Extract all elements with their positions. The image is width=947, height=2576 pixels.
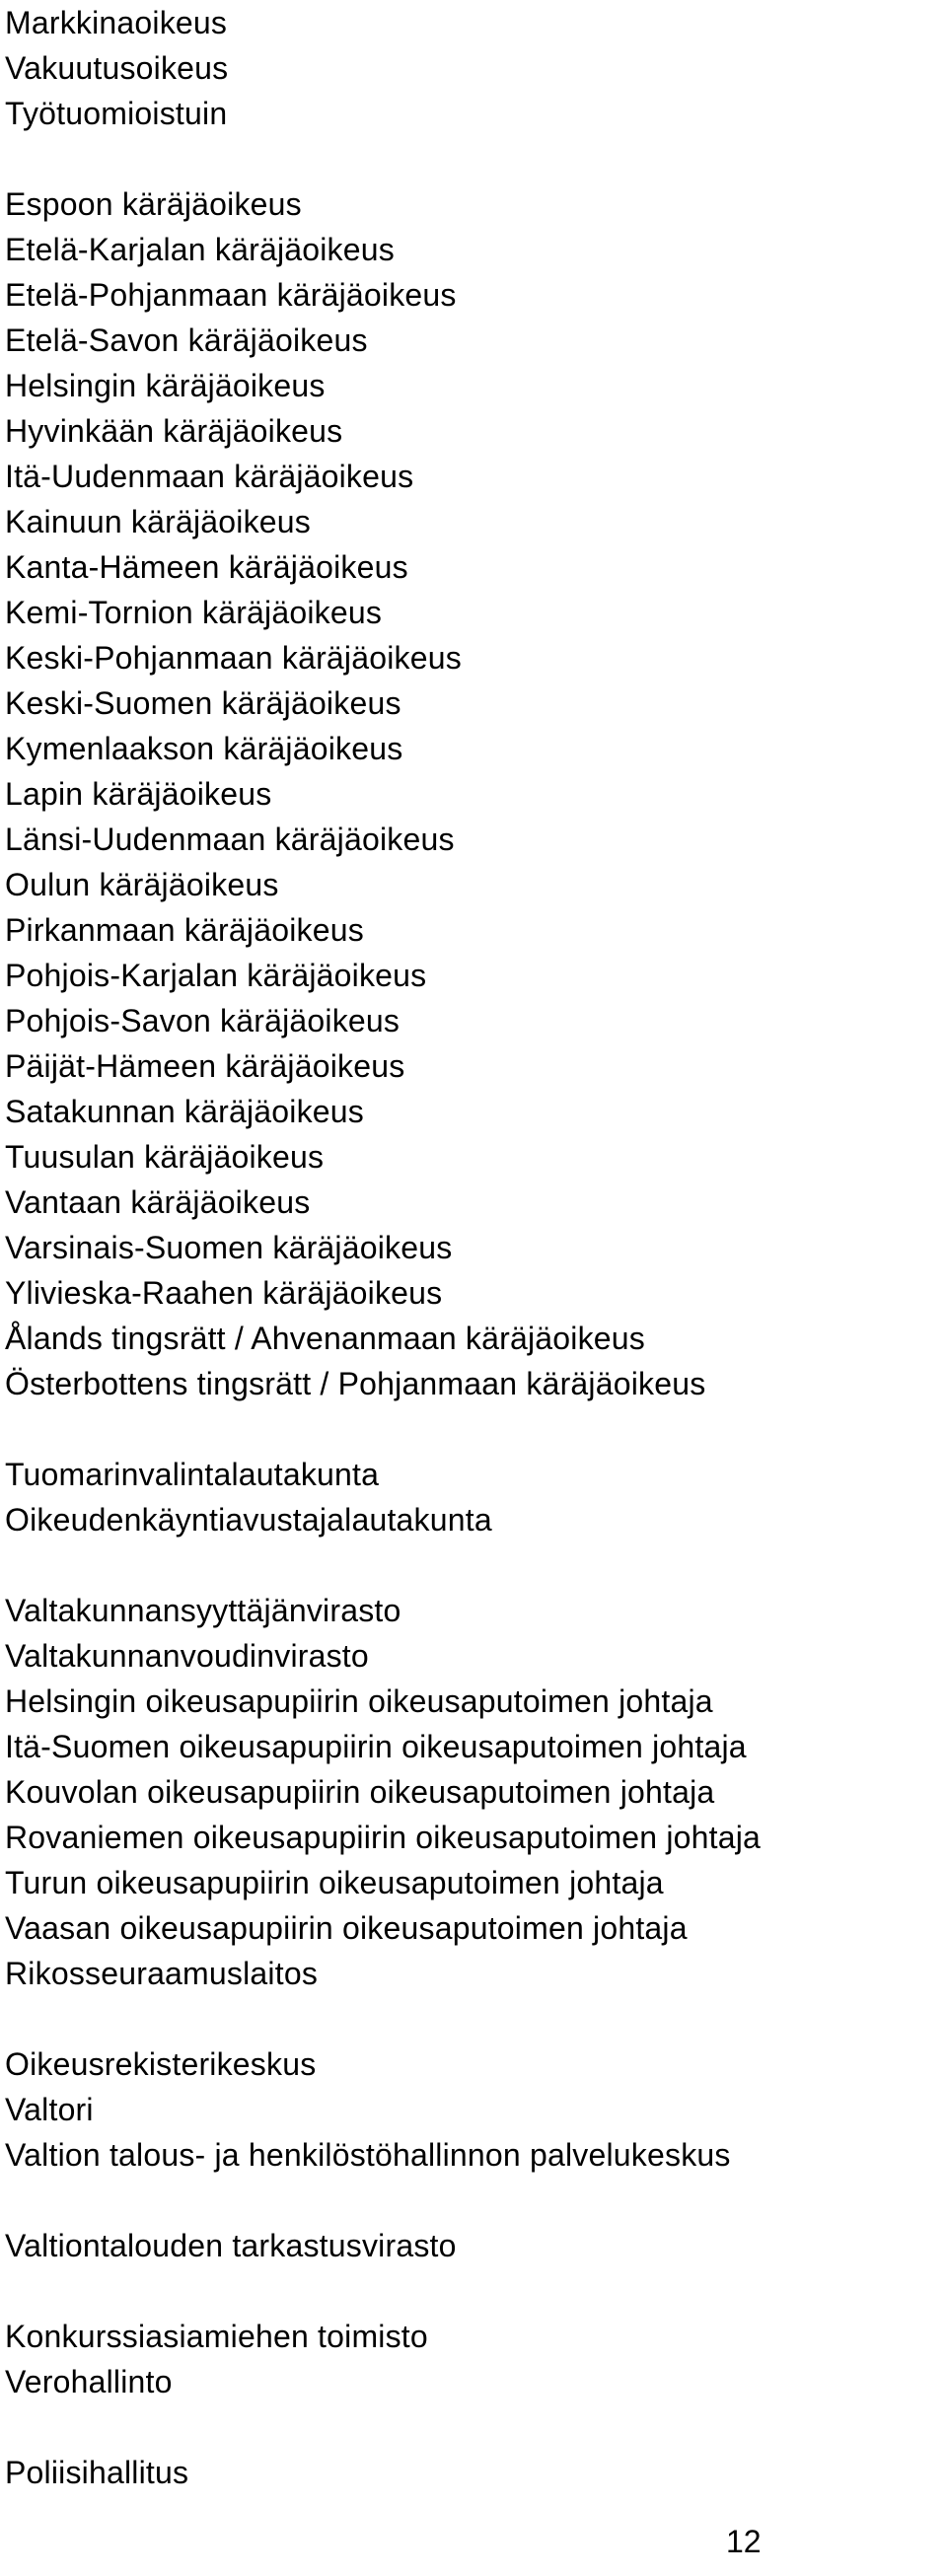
organization-line: Kymenlaakson käräjäoikeus <box>5 731 403 766</box>
organization-line: Hyvinkään käräjäoikeus <box>5 413 343 449</box>
organization-line: Tuusulan käräjäoikeus <box>5 1139 325 1175</box>
organization-line: Itä-Uudenmaan käräjäoikeus <box>5 459 414 494</box>
blank-line <box>5 1542 932 1588</box>
organization-line: Österbottens tingsrätt / Pohjanmaan käräjäoikeus <box>5 1366 706 1401</box>
organization-line: Konkurssiasiamiehen toimisto <box>5 2319 428 2354</box>
organization-line: Valtori <box>5 2092 94 2127</box>
organization-line: Poliisihallitus <box>5 2455 189 2490</box>
organization-line: Etelä-Pohjanmaan käräjäoikeus <box>5 277 457 313</box>
organization-line: Työtuomioistuin <box>5 96 228 131</box>
organization-line: Turun oikeusapupiirin oikeusaputoimen johtaja <box>5 1865 664 1900</box>
organization-line: Oikeudenkäyntiavustajalautakunta <box>5 1502 492 1538</box>
organization-line: Kanta-Hämeen käräjäoikeus <box>5 549 408 585</box>
organization-line: Pohjois-Karjalan käräjäoikeus <box>5 958 427 993</box>
organization-line: Etelä-Karjalan käräjäoikeus <box>5 232 395 267</box>
organization-line: Markkinaoikeus <box>5 5 228 40</box>
page-number: 12 <box>726 2524 762 2559</box>
organization-line: Verohallinto <box>5 2364 173 2399</box>
organization-line: Oikeusrekisterikeskus <box>5 2046 317 2082</box>
organization-line: Vaasan oikeusapupiirin oikeusaputoimen johtaja <box>5 1910 688 1946</box>
organization-line: Länsi-Uudenmaan käräjäoikeus <box>5 822 455 857</box>
document-page <box>5 0 932 2495</box>
blank-line <box>5 2178 932 2223</box>
organization-line: Satakunnan käräjäoikeus <box>5 1094 364 1129</box>
organization-line: Kainuun käräjäoikeus <box>5 504 311 539</box>
organization-line: Tuomarinvalintalautakunta <box>5 1457 380 1492</box>
organization-line: Valtakunnanvoudinvirasto <box>5 1638 369 1674</box>
blank-line <box>5 136 932 181</box>
organization-line: Rikosseuraamuslaitos <box>5 1956 319 1991</box>
organization-line: Ylivieska-Raahen käräjäoikeus <box>5 1275 443 1311</box>
organization-line: Lapin käräjäoikeus <box>5 776 272 812</box>
blank-line <box>5 2404 932 2450</box>
organization-line: Helsingin oikeusapupiirin oikeusaputoimen johtaja <box>5 1683 713 1719</box>
organization-line: Valtakunnansyyttäjänvirasto <box>5 1593 401 1628</box>
organization-line: Keski-Pohjanmaan käräjäoikeus <box>5 640 462 676</box>
organization-line: Ålands tingsrätt / Ahvenanmaan käräjäoikeus <box>5 1321 645 1356</box>
organization-line: Etelä-Savon käräjäoikeus <box>5 322 368 358</box>
organization-line: Pirkanmaan käräjäoikeus <box>5 912 364 948</box>
organization-line: Keski-Suomen käräjäoikeus <box>5 685 401 721</box>
organization-line: Espoon käräjäoikeus <box>5 186 302 222</box>
organization-line: Päijät-Hämeen käräjäoikeus <box>5 1048 405 1084</box>
organization-line: Vakuutusoikeus <box>5 50 229 86</box>
organization-line: Valtion talous- ja henkilöstöhallinnon palvelukeskus <box>5 2137 731 2173</box>
organization-line: Rovaniemen oikeusapupiirin oikeusaputoimen johtaja <box>5 1820 762 1855</box>
organization-line: Helsingin käräjäoikeus <box>5 368 326 403</box>
organization-line: Kouvolan oikeusapupiirin oikeusaputoimen johtaja <box>5 1774 715 1810</box>
blank-line <box>5 2268 932 2314</box>
organization-line: Itä-Suomen oikeusapupiirin oikeusaputoimen johtaja <box>5 1729 747 1764</box>
blank-line <box>5 1406 932 1452</box>
blank-line <box>5 1996 932 2041</box>
organization-line: Kemi-Tornion käräjäoikeus <box>5 595 383 630</box>
organization-line: Oulun käräjäoikeus <box>5 867 279 902</box>
organization-line: Varsinais-Suomen käräjäoikeus <box>5 1230 453 1265</box>
organization-line: Vantaan käräjäoikeus <box>5 1184 311 1220</box>
organization-line: Pohjois-Savon käräjäoikeus <box>5 1003 401 1038</box>
organization-line: Valtiontalouden tarkastusvirasto <box>5 2228 457 2263</box>
